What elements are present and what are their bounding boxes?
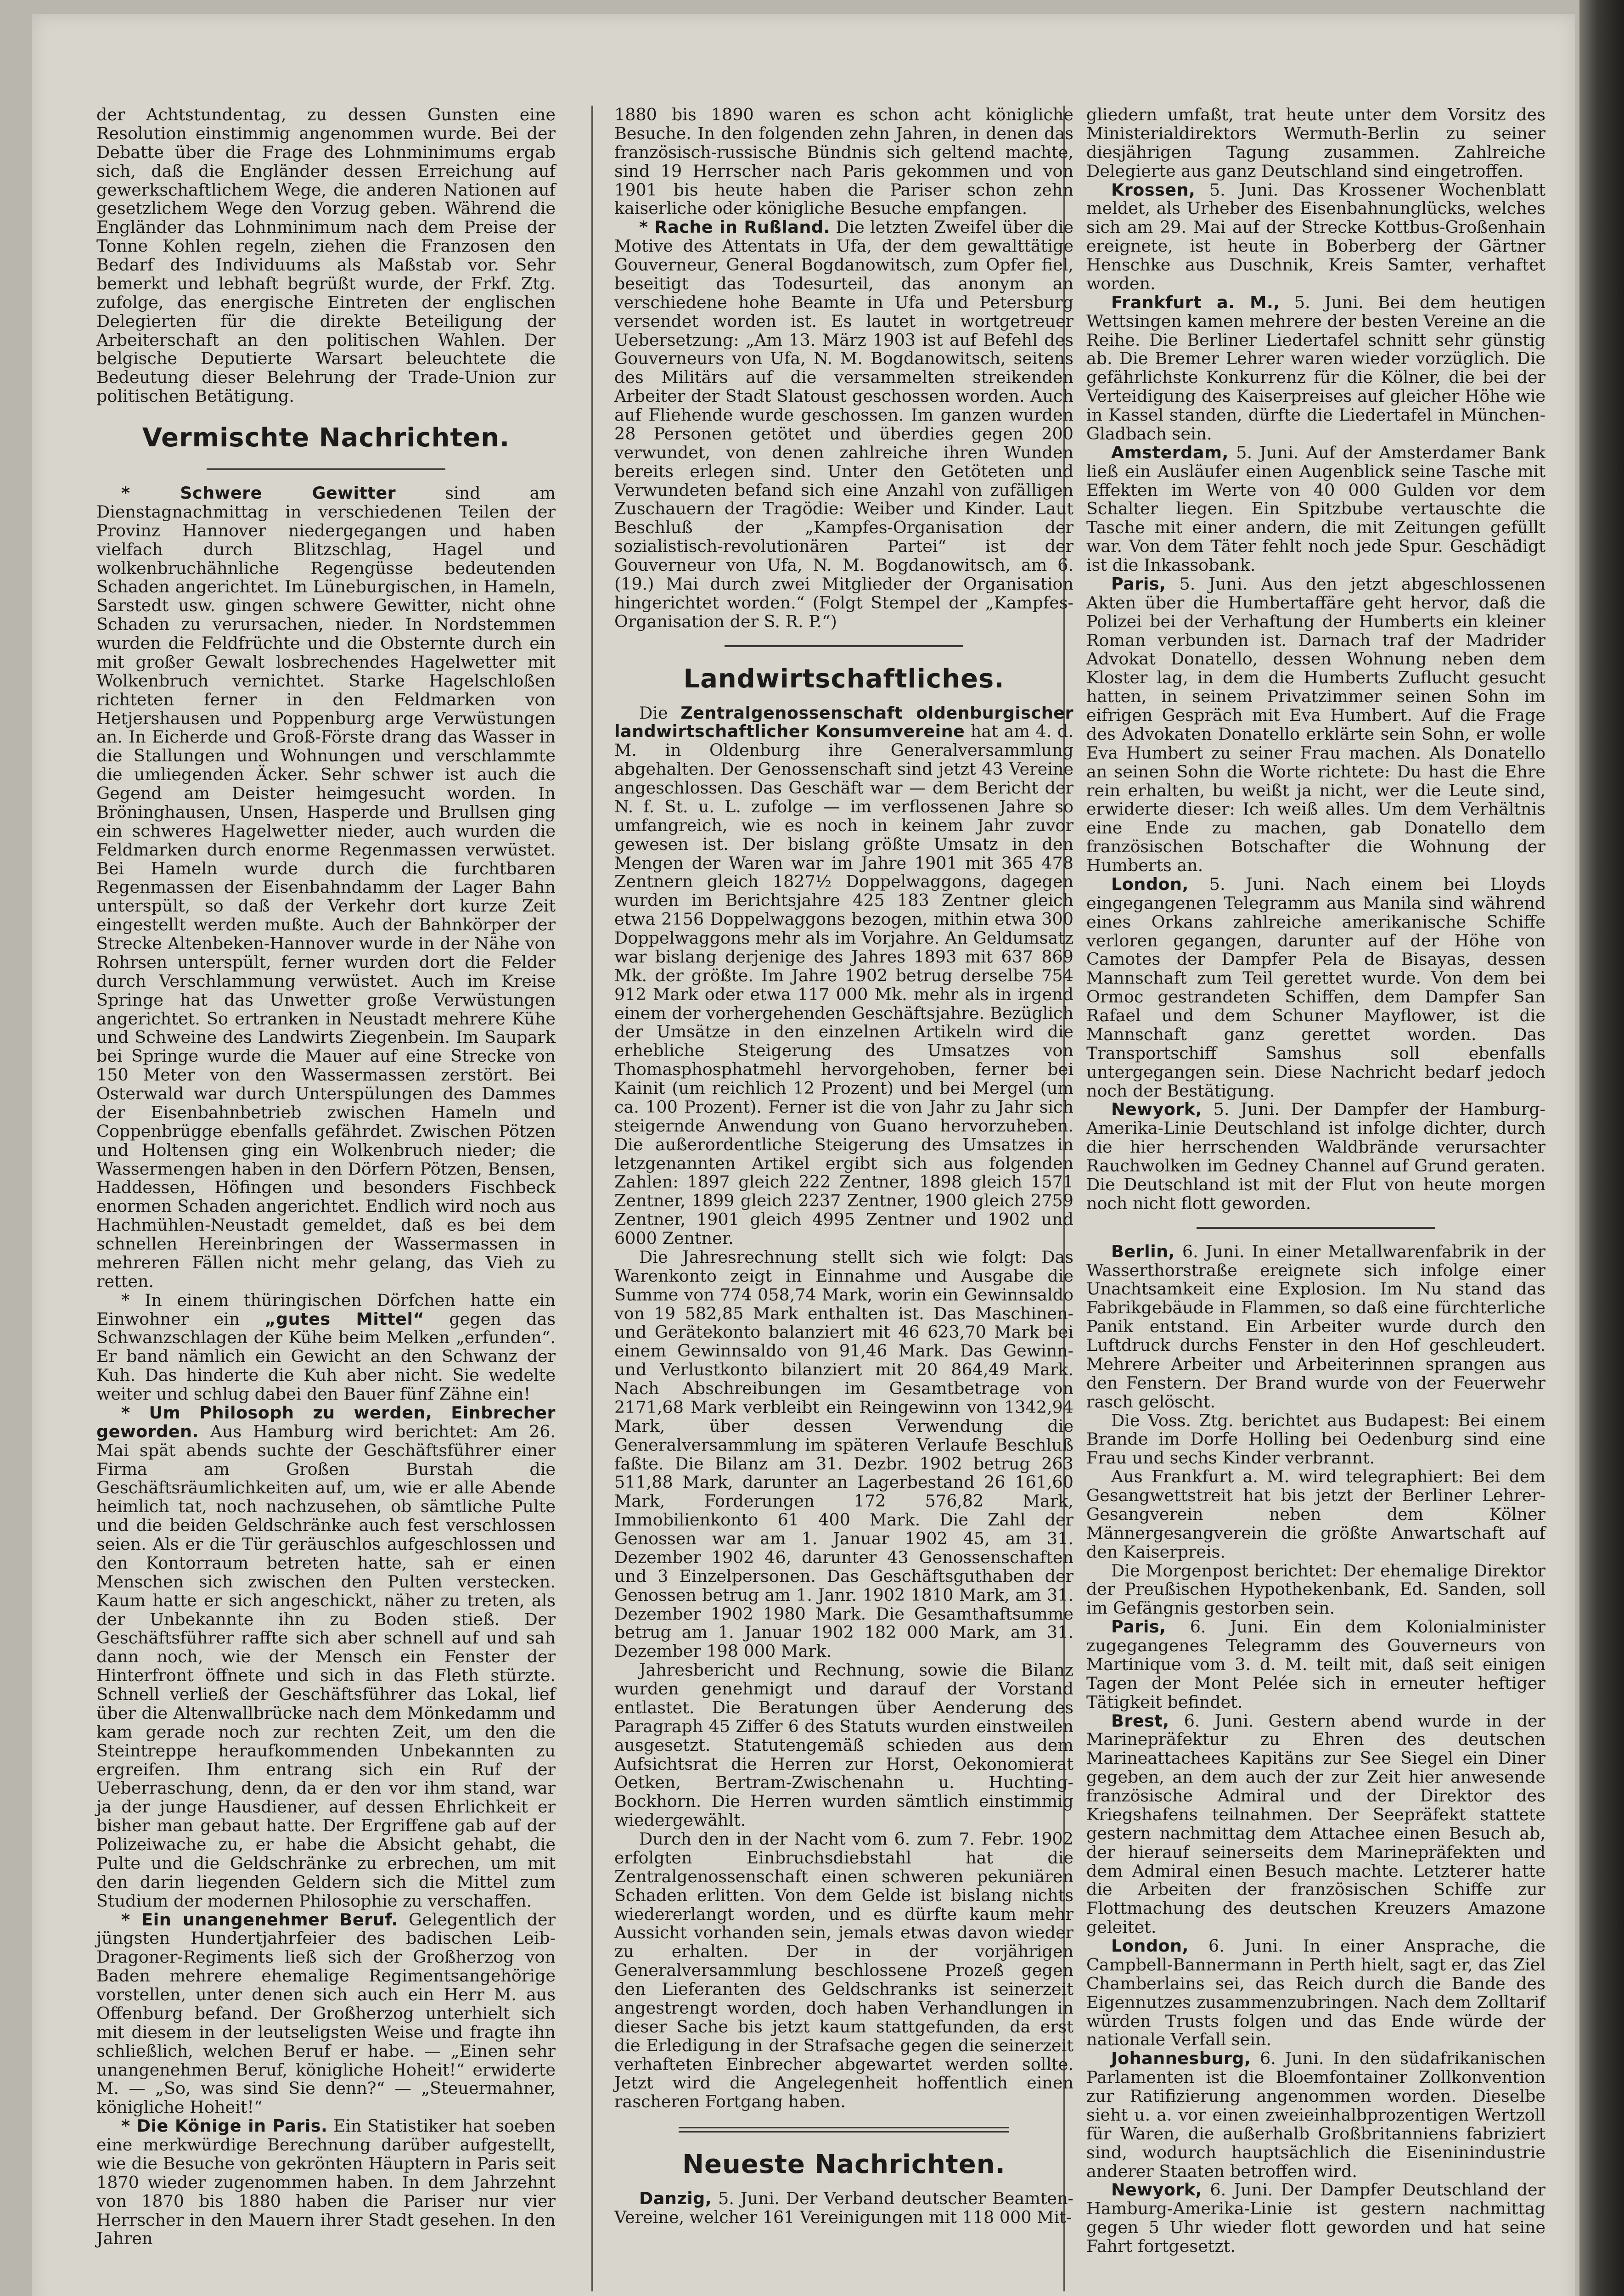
article-text: 5. Juni. Der Dampfer der Hamburg-Amerika-Linie Deutschland ist infolge dichter, durch die hier herrschenden Waldbrände verursachter Rauchwolken im Gedney Channel auf Grund geraten. Die Deutschland ist mit der Flut von heute morgen noch nicht flott geworden. <box>1086 1099 1545 1213</box>
article-text: Die Morgenpost berichtet: Der ehemalige Direktor der Preußischen Hypothekenbank, Ed. Sanden, soll im Gefängnis gestorben sein. <box>1086 1560 1545 1618</box>
article-text: gliedern umfaßt, trat heute unter dem Vorsitz des Ministerialdirektors Wermuth-Berlin zu seiner diesjährigen Tagung zusammen. Zahlreiche Delegierte aus ganz Deutschland sind eingetroffen. <box>1086 105 1545 181</box>
article-text: Die Voss. Ztg. berichtet aus Budapest: Bei einem Brande im Dorfe Holling bei Oedenburg sind eine Frau und sechs Kinder verbrannt. <box>1086 1410 1545 1468</box>
book-gutter <box>1579 0 1624 2296</box>
article <box>1086 1937 1545 2049</box>
article <box>1086 575 1545 875</box>
article <box>614 218 1073 631</box>
divider <box>1197 1227 1435 1229</box>
section-heading: Landwirtschaftliches. <box>683 664 1005 694</box>
divider <box>207 468 445 470</box>
article <box>1086 293 1545 444</box>
article <box>614 2189 1073 2227</box>
article-text: Die <box>639 703 681 723</box>
column-middle <box>614 106 1073 2227</box>
article-dateline: Paris, <box>1111 574 1166 594</box>
article-dateline: London, <box>1111 1936 1189 1956</box>
article <box>1086 2049 1545 2181</box>
article <box>1086 1712 1545 1937</box>
article <box>1086 1243 1545 1412</box>
article-text: 5. Juni. Nach einem bei Lloyds eingegangenen Telegramm aus Manila sind während eines Orkans zahlreiche amerikanische Schiffe verloren gegangen, darunter auf der Höhe von Camotes der Dampfer Pela de Bisayas, dessen Mannschaft zum Teil gerettet wurde. Von dem bei Ormoc gestrandeten Schiffen, dem Dampfer San Rafael und dem Schuner Mayflower, ist die Mannschaft ganz gerettet worden. Das Transportschiff Samshus soll ebenfalls untergegangen sein. Diese Nachricht bedarf jedoch noch der Bestätigung. <box>1086 874 1545 1101</box>
article-text: Aus Hamburg wird berichtet: Am 26. Mai spät abends suchte der Geschäftsführer einer Firma am Großen Burstah die Geschäftsräumlichkeiten auf, um, wie er alle Abende heimlich tat, noch nachzusehen, ob sämtliche Pulte und die beiden Geldschränke auch fest verschlossen seien. Als er die Tür geräuschlos aufgeschlossen und den Kontorraum betreten hatte, sah er einen Menschen sich zwischen den Pulten verstecken. Kaum hatte er sich angeschickt, näher zu treten, als der Unbekannte ihn zu Boden stieß. Der Geschäftsführer raffte sich aber schnell auf und sah dann noch, wie der Mensch ein Fenster der Hinterfront öffnete und sich in das Fleth stürzte. Schnell verließ der Geschäftsführer das Lokal, lief über die Altenwallbrücke nach dem Mönkedamm und kam gerade noch zur rechten Zeit, um den die Steintreppe heraufkommenden Unbekannten zu ergreifen. Ihm entrang sich ein Ruf der Ueberraschung, denn, da er den vor ihm stand, war ja der junge Hausdiener, auf dessen Ehrlichkeit er bisher man gebaut hatte. Der Ergriffene gab auf der Polizeiwache zu, er habe die Absicht gehabt, die Pulte und die Geldschränke zu erbrechen, um mit den darin liegenden Geldern sich die Mittel zum Studium der modernen Philosophie zu verschaffen. <box>96 1421 556 1911</box>
article-dateline: Brest, <box>1111 1711 1169 1731</box>
section-heading: Neueste Nachrichten. <box>682 2150 1006 2180</box>
divider <box>679 2127 1009 2128</box>
article-text: Durch den in der Nacht vom 6. zum 7. Febr. 1902 erfolgten Einbruchsdiebstahl hat die Zentralgenossenschaft einen schweren pekuniären Schaden erlitten. Von dem Gelde ist bislang nichts wiedererlangt worden, und es dürfte kaum mehr Aussicht vorhanden sein, jemals etwas davon wieder zu erhalten. Der in der vorjährigen Generalversammlung beschlossene Prozeß gegen den Lieferanten des Geldschranks ist seinerzeit angestrengt worden, doch haben Verhandlungen in dieser Sache bis jetzt kaum stattgefunden, da erst die Erledigung in der Strafsache gegen die seinerzeit verhafteten Einbrecher abgewartet werden sollte. Jetzt wird die Angelegenheit hoffentlich einen rascheren Fortgang haben. <box>614 1829 1073 2112</box>
article-dateline: Amsterdam, <box>1111 442 1229 462</box>
article-text: 6. Juni. In den südafrikanischen Parlamenten ist die Bloemfontainer Zollkonvention zur Ratifizierung angenommen worden. Dieselbe sieht u. a. vor einen zweieinhalbprozentigen Wertzoll für Waren, die außerhalb Großbritanniens fabriziert sind, wodurch hauptsächlich die Eiseninindustrie anderer Staaten betroffen wird. <box>1086 2048 1545 2181</box>
article-keyword: * Rache in Rußland. <box>639 217 830 237</box>
article-dateline: Berlin, <box>1111 1241 1175 1261</box>
article-text: 6. Juni. Der Dampfer Deutschland der Hamburg-Amerika-Linie ist gestern nachmittag gegen 5 Uhr wieder flott geworden und hat seine Fahrt fortgesetzt. <box>1086 2180 1545 2256</box>
article-text: 5. Juni. Aus den jetzt abgeschlossenen Akten über die Humbertaffäre geht hervor, daß die Polizei bei der Verhaftung der Humberts ein kleiner Roman verbunden ist. Darnach traf der Madrider Advokat Donatello, dessen Wohnung neben dem Kloster lag, in dem die Humberts Zuflucht gesucht hatten, in seinem Privatzimmer seinen Sohn im eifrigen Gespräch mit Eva Humbert. Auf die Frage des Advokaten Donatello erklärte sein Sohn, er wolle Eva Humbert zu seiner Frau machen. Als Donatello an seinen Sohn die Worte richtete: Du hast die Ehre rein erhalten, bu weißt ja nicht, wer die Leute sind, erwiderte dieser: Ich weiß alles. Um dem Verhältnis eine Ende zu machen, gab Donatello dem französischen Botschafter die Wohnung der Humberts an. <box>1086 574 1545 875</box>
article <box>96 1291 556 1404</box>
article-text: 5. Juni. Auf der Amsterdamer Bank ließ ein Ausläufer einen Augenblick seine Tasche mit Effekten im Werte von 40 000 Gulden vor dem Schalter liegen. Ein Spitzbube vertauschte die Tasche mit einer andern, die mit Zeitungen gefüllt war. Von dem Täter fehlt noch jede Spur. Geschädigt ist die Inkassobank. <box>1086 442 1545 575</box>
article <box>1086 181 1545 293</box>
article-dateline: Frankfurt a. M., <box>1111 292 1280 312</box>
article <box>1086 1100 1545 1213</box>
article-text: sind am Dienstagnachmittag in verschiedenen Teilen der Provinz Hannover niedergegangen und haben vielfach durch Blitzschlag, Hagel und wolkenbruchähnliche Regengüsse bedeutenden Schaden angerichtet. Im Lüneburgischen, in Hameln, Sarstedt usw. gingen schwere Gewitter, nicht ohne Schaden zu verursachen, nieder. In Nordstemmen wurden die Feldfrüchte und die Obsternte durch ein mit großer Gewalt losbrechendes Hagelwetter mit Wolkenbruch vernichtet. Starke Hagelschloßen richteten ferner in den Feldmarken von Hetjershausen und Poppenburg arge Verwüstungen an. In Eicherde und Groß-Förste drang das Wasser in die Stallungen und Wohnungen und verschlammte die umliegenden Äcker. Sehr schwer ist auch die Gegend am Deister heimgesucht worden. In Bröninghausen, Unsen, Hasperde und Brullsen ging ein schweres Hagelwetter nieder, auch wurden die Feldmarken durch enorme Regenmassen verwüstet. Bei Hameln wurde durch die furchtbaren Regenmassen der Eisenbahndamm der Lager Bahn unterspült, so daß der Verkehr dort kurze Zeit eingestellt werden mußte. Auch der Bahnkörper der Strecke Altenbeken-Hannover wurde in der Nähe von Rohrsen unterspült, ferner wurden dort die Felder durch Verschlammung verwüstet. Auch im Kreise Springe hat das Unwetter große Verwüstungen angerichtet. So ertranken in Neustadt mehrere Kühe und Schweine des Landwirts Ziegenbein. Im Saupark bei Springe wurde die Mauer auf eine Strecke von 150 Meter von den Wassermassen zerstört. Bei Osterwald war durch Unterspülungen des Dammes der Eisenbahnbetrieb zwischen Hameln und Coppenbrügge ebenfalls gefährdet. Zwischen Pötzen und Holtensen ging ein Wolkenbruch nieder; die Wassermengen haben in den Dörfern Pötzen, Bensen, Haddessen, Höfingen und besonders Fischbeck enormen Schaden angerichtet. Endlich wird noch aus Hachmühlen-Neustadt gemeldet, daß es bei dem schnellen Hereinbringen der Wassermassen in mehreren Fällen nicht mehr gelang, das Vieh zu retten. <box>96 483 556 1291</box>
article-keyword: Danzig, <box>639 2189 712 2209</box>
article <box>96 1911 556 2117</box>
article <box>1086 1618 1545 1711</box>
article-text: Jahresbericht und Rechnung, sowie die Bilanz wurden genehmigt und darauf der Vorstand entlastet. Die Beratungen über Aenderung des Paragraph 45 Ziffer 6 des Statuts wurden einstweilen ausgesetzt. Statutengemäß schieden aus dem Aufsichtsrat die Herren zur Horst, Oekonomierat Oetken, Bertram-Zwischenahn u. Huchting-Bockhorn. Die Herren wurden sämtlich einstimmig wiedergewählt. <box>614 1660 1073 1830</box>
article-text: 1880 bis 1890 waren es schon acht königliche Besuche. In den folgenden zehn Jahren, in denen das französisch-russische Bündnis sich geltend machte, sind 19 Herrscher nach Paris gekommen und von 1901 bis heute haben die Pariser schon zehn kaiserliche oder königliche Besuche empfangen. <box>614 105 1073 219</box>
article <box>96 484 556 1291</box>
article <box>1086 875 1545 1101</box>
article-text: hat am 4. d. M. in Oldenburg ihre Generalversammlung abgehalten. Der Genossenschaft sind jetzt 43 Vereine angeschlossen. Das Geschäft war — dem Bericht der N. f. St. u. L. zufolge — im verflossenen Jahre so umfangreich, wie es noch in keinem Jahr zuvor gewesen ist. Der bislang größte Umsatz in den Mengen der Waren war im Jahre 1901 mit 365 478 Zentnern gleich 1827½ Doppelwaggons, dagegen wurden im Berichtsjahre 425 183 Zentner gleich etwa 2156 Doppelwaggons bezogen, mithin etwa 300 Doppelwaggons mehr als im Vorjahre. An Geldumsatz war bislang derjenige des Jahres 1893 mit 637 869 Mk. der größte. Im Jahre 1902 betrug derselbe 754 912 Mark oder etwa 117 000 Mk. mehr als in irgend einem der vorhergehenden Geschäftsjahre. Bezüglich der Umsätze in den einzelnen Artikeln wird die erhebliche Steigerung des Umsatzes von Thomasphosphatmehl hervorgehoben, ferner bei Kainit (um reichlich 12 Prozent) und bei Mergel (um ca. 100 Prozent). Ferner ist die von Jahr zu Jahr sich steigernde Anwendung von Guano hervorzuheben. Die außerordentliche Steigerung des Umsatzes in letzgenannten Artikel ergibt sich aus folgenden Zahlen: 1897 gleich 222 Zentner, 1898 gleich 1571 Zentner, 1899 gleich 2237 Zentner, 1900 gleich 2759 Zentner, 1901 gleich 4995 Zentner und 1902 und 6000 Zentner. <box>614 721 1073 1248</box>
column-left <box>96 106 556 2248</box>
article-keyword: „gutes Mittel“ <box>264 1309 425 1329</box>
column-right <box>1086 106 1545 2256</box>
article-text: 6. Juni. Gestern abend wurde in der Marinepräfektur zu Ehren des deutschen Marineattachees Kapitäns zur See Siegel ein Diner gegeben, an dem auch der zur Zeit hier anwesende französische Admiral und der Direktor des Kriegshafens teilnahmen. Der Seepräfekt stattete gestern nachmittag dem Attachee einen Besuch ab, der hierauf seinerseits dem Marinepräfekten und dem Admiral einen Besuch machte. Letzterer hatte die Arbeiten der französischen Schiffe zur Flottmachung des deutschen Kreuzers Amazone geleitet. <box>1086 1711 1545 1937</box>
article-text: Ein Statistiker hat soeben eine merkwürdige Berechnung darüber aufgestellt, wie die Besuche von gekrönten Häuptern in Paris seit 1870 wieder zugenommen haben. In dem Jahrzehnt von 1870 bis 1880 haben die Pariser nur vier Herrscher in den Mauern ihrer Stadt gesehen. In den Jahren <box>96 2116 556 2249</box>
divider <box>725 645 963 647</box>
article <box>96 2117 556 2248</box>
article-text: Aus Frankfurt a. M. wird telegraphiert: Bei dem Gesangwettstreit hat bis jetzt der Berliner Lehrer-Gesangverein neben dem Kölner Männergesangverein die größte Anwartschaft auf den Kaiserpreis. <box>1086 1467 1545 1562</box>
article-text: 5. Juni. Das Krossener Wochenblatt meldet, als Urheber des Eisenbahnunglücks, welches sich am 29. Mai auf der Strecke Kottbus-Großenhain ereignete, ist heute in Boberberg der Gärtner Henschke aus Duschnik, Kreis Samter, verhaftet worden. <box>1086 180 1545 293</box>
article-text: * In einem thüringischen Dörfchen hatte ein Einwohner ein <box>96 1290 556 1329</box>
article-text: 6. Juni. In einer Ansprache, die Campbell-Bannermann in Perth hielt, sagt er, das Ziel Chamberlains sei, das Reich durch die Bande des Eigennutzes zusammenzubringen. Nach dem Zolltarif würden Trusts folgen und das Ende würde der nationale Verfall sein. <box>1086 1936 1545 2050</box>
article <box>1086 444 1545 575</box>
article-dateline: Krossen, <box>1111 180 1196 200</box>
article-text: 6. Juni. Ein dem Kolonialminister zugegangenes Telegramm des Gouverneurs von Martinique vom 3. d. M. teilt mit, daß seit einigen Tagen der Mont Pelée sich in erneuter heftiger Tätigkeit befindet. <box>1086 1617 1545 1712</box>
article-keyword: * Ein unangenehmer Beruf. <box>121 1909 398 1930</box>
article-keyword: * Die Könige in Paris. <box>121 2116 328 2136</box>
article-dateline: London, <box>1111 874 1189 894</box>
article-text: Die letzten Zweifel über die Motive des Attentats in Ufa, der dem gewalttätige Gouverneur, General Bogdanowitsch, zum Opfer fiel, beseitigt das Todesurteil, das anonym an verschiedene hohe Beamte in Ufa und Petersburg versendet worden ist. Es lautet in wortgetreuer Uebersetzung: „Am 13. März 1903 ist auf Befehl des Gouverneurs von Ufa, N. M. Bogdanowitsch, seitens des Militärs auf die versammelten streikenden Arbeiter der Stadt Slatoust geschossen worden. Auch auf Fliehende wurde geschossen. Im ganzen wurden 28 Personen getötet und überdies gegen 200 verwundet, von denen zahlreiche ihren Wunden bereits erlegen sind. Unter den Getöteten und Verwundeten befand sich eine Anzahl von zufälligen Zuschauern der Tragödie: Weiber und Kinder. Laut Beschluß der „Kampfes-Organisation der sozialistisch-revolutionären Partei“ ist der Gouverneur von Ufa, N. M. Bogdanowitsch, am 6. (19.) Mai durch zwei Mitglieder der Organisation hingerichtet worden.“ (Folgt Stempel der „Kampfes-Organisation der S. R. P.“) <box>614 217 1073 631</box>
article-keyword: * Um Philosoph zu werden, Einbrecher geworden. <box>96 1402 556 1441</box>
article-text: 6. Juni. In einer Metallwarenfabrik in der Wasserthorstraße ereignete sich infolge einer Unachtsamkeit eine Explosion. Im Nu stand das Fabrikgebäude in Flammen, so daß eine fürchterliche Panik entstand. Ein Arbeiter wurde durch den Luftdruck durchs Fenster in den Hof geschleudert. Mehrere Arbeiter und Arbeiterinnen sprangen aus den Fenstern. Der Brand wurde von der Feuerwehr rasch gelöscht. <box>1086 1241 1545 1412</box>
article <box>614 704 1073 1248</box>
divider <box>679 2131 1009 2133</box>
article-text: der Achtstundentag, zu dessen Gunsten eine Resolution einstimmig angenommen wurde. Bei der Debatte über die Frage des Lohnminimums ergab sich, daß die Engländer dessen Erreichung auf gewerkschaftlichem Wege, die anderen Nationen auf gesetzlichem Wege den Vorzug geben. Während die Engländer das Lohnminimum nach dem Preise der Tonne Kohlen regeln, ziehen die Franzosen den Bedarf des Individuums als Maßstab vor. Sehr bemerkt und lebhaft begrüßt wurde, der Frkf. Ztg. zufolge, das energische Eintreten der englischen Delegierten für die direkte Beteiligung der Arbeiterschaft an den politischen Wahlen. Der belgische Deputierte Warsart beleuchtete die Bedeutung dieser Belehrung der Trade-Union zur politischen Betätigung. <box>96 105 556 406</box>
article-dateline: Newyork, <box>1111 1099 1203 1120</box>
article-keyword: Zentralgenossenschaft oldenburgischer landwirtschaftlicher Konsumvereine <box>614 703 1074 742</box>
article-text: gegen das Schwanzschlagen der Kühe beim Melken „erfunden“. Er band nämlich ein Gewicht an den Schwanz der Kuh. Das hinderte die Kuh aber nicht. Sie wedelte weiter und schlug dabei den Bauer fünf Zähne ein! <box>96 1309 556 1404</box>
column-rule <box>591 106 593 2291</box>
article-text: Gelegentlich der jüngsten Hundertjahrfeier des badischen Leib-Dragoner-Regiments ließ sich der Großherzog von Baden mehrere ehemalige Regimentsangehörige vorstellen, unter denen sich auch ein Herr M. aus Offenburg befand. Der Großherzog unterhielt sich mit diesem in der leutseligsten Weise und fragte ihn schließlich, welchen Beruf er habe. — „Einen sehr unangenehmen Beruf, königliche Hoheit!“ erwiderte M. — „So, was sind Sie denn?“ — „Steuermahner, königliche Hoheit!“ <box>96 1909 556 2117</box>
section-heading: Vermischte Nachrichten. <box>142 423 510 453</box>
article-dateline: Paris, <box>1111 1617 1166 1637</box>
article-dateline: Johannesburg, <box>1111 2048 1251 2069</box>
article-text: 5. Juni. Der Verband deutscher Beamten-Vereine, welcher 161 Vereinigungen mit 118 000 Mit- <box>614 2189 1073 2227</box>
article-keyword: * Schwere Gewitter <box>121 483 396 503</box>
article-text: Die Jahresrechnung stellt sich wie folgt: Das Warenkonto zeigt in Einnahme und Ausgabe die Summe von 774 058,74 Mark, worin ein Gewinnsaldo von 19 582,85 Mark enthalten ist. Das Maschinen- und Gerätekonto balanziert mit 46 623,70 Mark bei einem Gewinnsaldo von 91,46 Mark. Das Gewinn- und Verlustkonto bilanziert mit 20 864,49 Mark. Nach Abschreibungen im Gesamtbetrage von 2171,68 Mark verbleibt ein Reingewinn von 1342,94 Mark, über dessen Verwendung die Generalversammlung im späteren Verlaufe Beschluß faßte. Die Bilanz am 31. Dezbr. 1902 betrug 263 511,88 Mark, darunter an Lagerbestand 26 161,60 Mark, Forderungen 172 576,82 Mark, Immobilienkonto 61 400 Mark. Die Zahl der Genossen war am 1. Januar 1902 45, am 31. Dezember 1902 46, darunter 43 Genossenschaften und 3 Einzelpersonen. Das Geschäftsguthaben der Genossen betrug am 1. Janr. 1902 1810 Mark, am 31. Dezember 1902 1980 Mark. Die Gesamthaftsumme betrug am 1. Januar 1902 182 000 Mark, am 31. Dezember 198 000 Mark. <box>614 1247 1073 1661</box>
article <box>96 1404 556 1911</box>
article-dateline: Newyork, <box>1111 2180 1203 2200</box>
article-text: 5. Juni. Bei dem heutigen Wettsingen kamen mehrere der besten Vereine an die Reihe. Die Berliner Liedertafel schnitt sehr günstig ab. Die Bremer Lehrer waren wieder vorzüglich. Die gefährlichste Konkurrenz für die Kölner, die bei der Verteidigung des Kaiserpreises auf gleicher Höhe wie in Kassel standen, dürfte die Liedertafel in München-Gladbach sein. <box>1086 292 1545 444</box>
article <box>1086 2181 1545 2256</box>
